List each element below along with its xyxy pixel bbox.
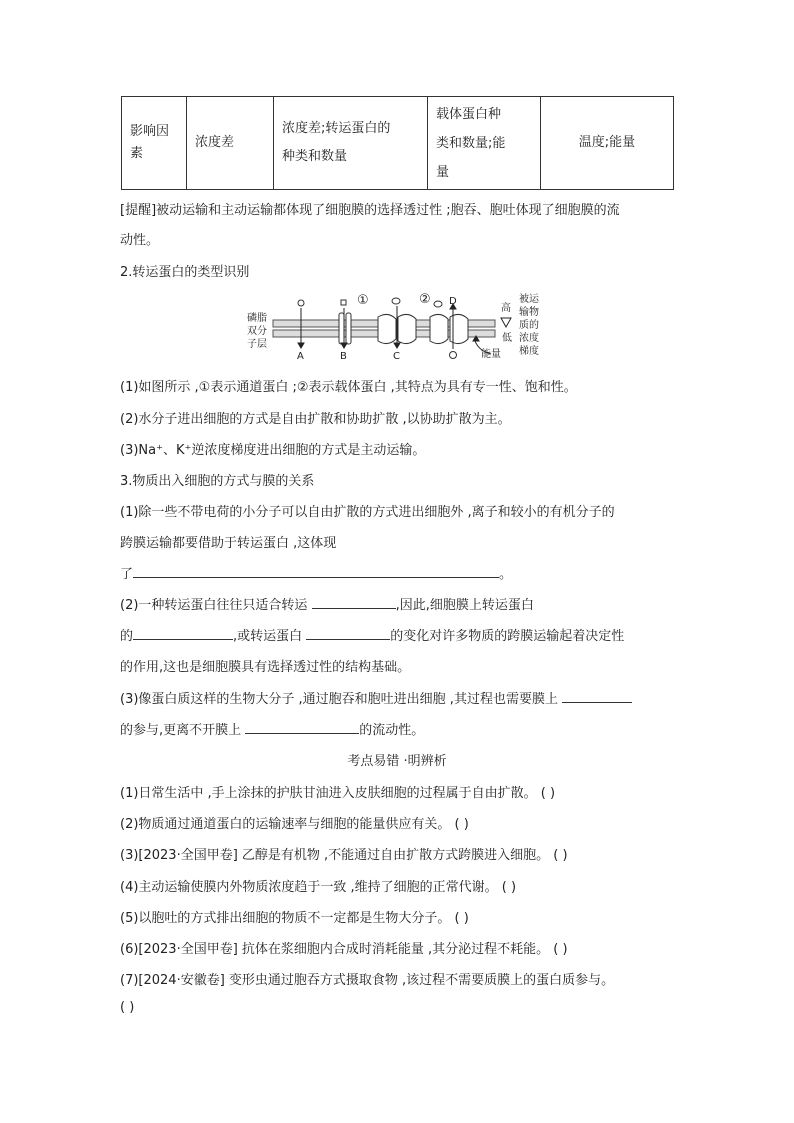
cell-text: 量: [436, 164, 450, 180]
answer-blank[interactable]: [312, 594, 396, 609]
answer-blank[interactable]: [133, 563, 499, 578]
text: 了: [120, 567, 134, 582]
cell-text: 浓度差;转运蛋白的: [282, 121, 391, 136]
label-energy: 能量: [481, 349, 501, 360]
figure-left-label: 子层: [247, 339, 267, 350]
molecule-icon: [341, 300, 346, 305]
item-3-1-line2: 跨膜运输都要借助于转运蛋白 ,这体现: [120, 536, 337, 551]
molecule-icon: [434, 301, 442, 307]
text: 。: [499, 567, 513, 582]
factors-table: [121, 96, 674, 190]
quiz-item: (3)[2023·全国甲卷] 乙醇是有机物 ,不能通过自由扩散方式跨膜进入细胞。 ( ): [120, 848, 568, 863]
table-cell: [428, 97, 541, 190]
text: (2)一种转运蛋白往往只适合转运: [120, 598, 308, 613]
item-3-1-line1: (1)除一些不带电荷的小分子可以自由扩散的方式进出细胞外 ,离子和较小的有机分子的: [120, 505, 615, 520]
item-2-1: (1)如图所示 ,①表示通道蛋白 ;②表示载体蛋白 ,其特点为具有专一性、饱和性。: [120, 380, 577, 395]
cell-text: 载体蛋白种: [436, 106, 502, 122]
cell-text: 影响因: [130, 124, 170, 139]
item-2-3: (3)Na⁺、K⁺逆浓度梯度进出细胞的方式是主动运输。: [120, 443, 426, 458]
cell-text: 种类和数量: [282, 149, 348, 164]
label-d: D: [449, 296, 457, 307]
label-high: 高: [501, 303, 511, 314]
label-low: 低: [502, 333, 512, 344]
text: (3)像蛋白质这样的生物大分子 ,通过胞吞和胞吐进出细胞 ,其过程也需要膜上: [120, 692, 558, 707]
figure-left-label: 磷脂: [247, 313, 267, 324]
answer-blank[interactable]: [245, 719, 359, 734]
item-3-3-line1: [120, 688, 632, 707]
cell-text: 类和数量;能: [436, 135, 506, 151]
label-c: C: [393, 351, 400, 362]
table-cell: [274, 97, 428, 190]
item-3-3-line2: [120, 719, 424, 738]
text: ,或转运蛋白: [233, 629, 303, 644]
text: ,因此,细胞膜上转运蛋白: [395, 598, 534, 613]
channel-protein-icon: [339, 313, 351, 344]
table-cell: [122, 97, 187, 190]
label-1: ①: [357, 293, 369, 308]
quiz-title: 考点易错 ·明辨析: [347, 754, 447, 769]
text: 的变化对许多物质的跨膜运输起着决定性: [390, 629, 625, 644]
carrier-protein-icon: [378, 314, 468, 343]
membrane-transport-figure: [245, 291, 550, 363]
tip-line-2: 动性。: [120, 233, 160, 248]
quiz-item: (2)物质通过通道蛋白的运输速率与细胞的能量供应有关。 ( ): [120, 817, 469, 832]
table-cell: 浓度差: [187, 97, 274, 190]
quiz-item: (6)[2023·全国甲卷] 抗体在浆细胞内合成时消耗能量 ,其分泌过程不耗能。 ( ): [120, 942, 568, 957]
item-3-2-line1: [120, 594, 534, 613]
item-3-1-line3: [120, 563, 512, 582]
quiz-item: (4)主动运输使膜内外物质浓度趋于一致 ,维持了细胞的正常代谢。 ( ): [120, 880, 517, 895]
text: 的: [120, 629, 134, 644]
table-cell: 温度;能量: [541, 97, 674, 190]
figure-right-label: 梯度: [519, 346, 539, 357]
item-3-2-line2: [120, 625, 624, 644]
triangle-down-icon: [501, 318, 511, 327]
answer-blank[interactable]: [133, 625, 233, 640]
label-a: A: [297, 351, 304, 362]
section-2-title: 2.转运蛋白的类型识别: [120, 265, 250, 280]
quiz-item: (5)以胞吐的方式排出细胞的物质不一定都是生物大分子。 ( ): [120, 911, 469, 926]
label-b: B: [340, 351, 347, 362]
molecule-icon: [298, 300, 304, 306]
item-3-2-line3: 的作用,这也是细胞膜具有选择透过性的结构基础。: [120, 660, 411, 675]
cell-text: 素: [130, 146, 144, 161]
figure-right-label: 质的: [519, 320, 539, 331]
figure-right-label: 被运: [519, 294, 539, 305]
figure-left-label: 双分: [247, 326, 267, 337]
text: 的参与,更离不开膜上: [120, 723, 242, 738]
molecule-icon: [392, 298, 400, 304]
molecule-icon: [450, 352, 457, 359]
label-2: ②: [419, 292, 431, 307]
section-3-title: 3.物质出入细胞的方式与膜的关系: [120, 474, 315, 489]
item-2-2: (2)水分子进出细胞的方式是自由扩散和协助扩散 ,以协助扩散为主。: [120, 412, 511, 427]
text: 的流动性。: [359, 723, 425, 738]
quiz-answer-bracket[interactable]: ( ): [120, 1000, 135, 1015]
tip-line-1: [提醒]被动运输和主动运输都体现了细胞膜的选择透过性 ;胞吞、胞吐体现了细胞膜的流: [120, 203, 620, 218]
quiz-item: (1)日常生活中 ,手上涂抹的护肤甘油进入皮肤细胞的过程属于自由扩散。 ( ): [120, 786, 556, 801]
figure-right-label: 浓度: [519, 333, 539, 344]
figure-right-label: 输物: [519, 307, 539, 318]
answer-blank[interactable]: [306, 625, 390, 640]
quiz-item: (7)[2024·安徽卷] 变形虫通过胞吞方式摄取食物 ,该过程不需要质膜上的蛋白质参与。: [120, 973, 615, 988]
answer-blank[interactable]: [562, 688, 632, 703]
table-row: [122, 97, 674, 190]
